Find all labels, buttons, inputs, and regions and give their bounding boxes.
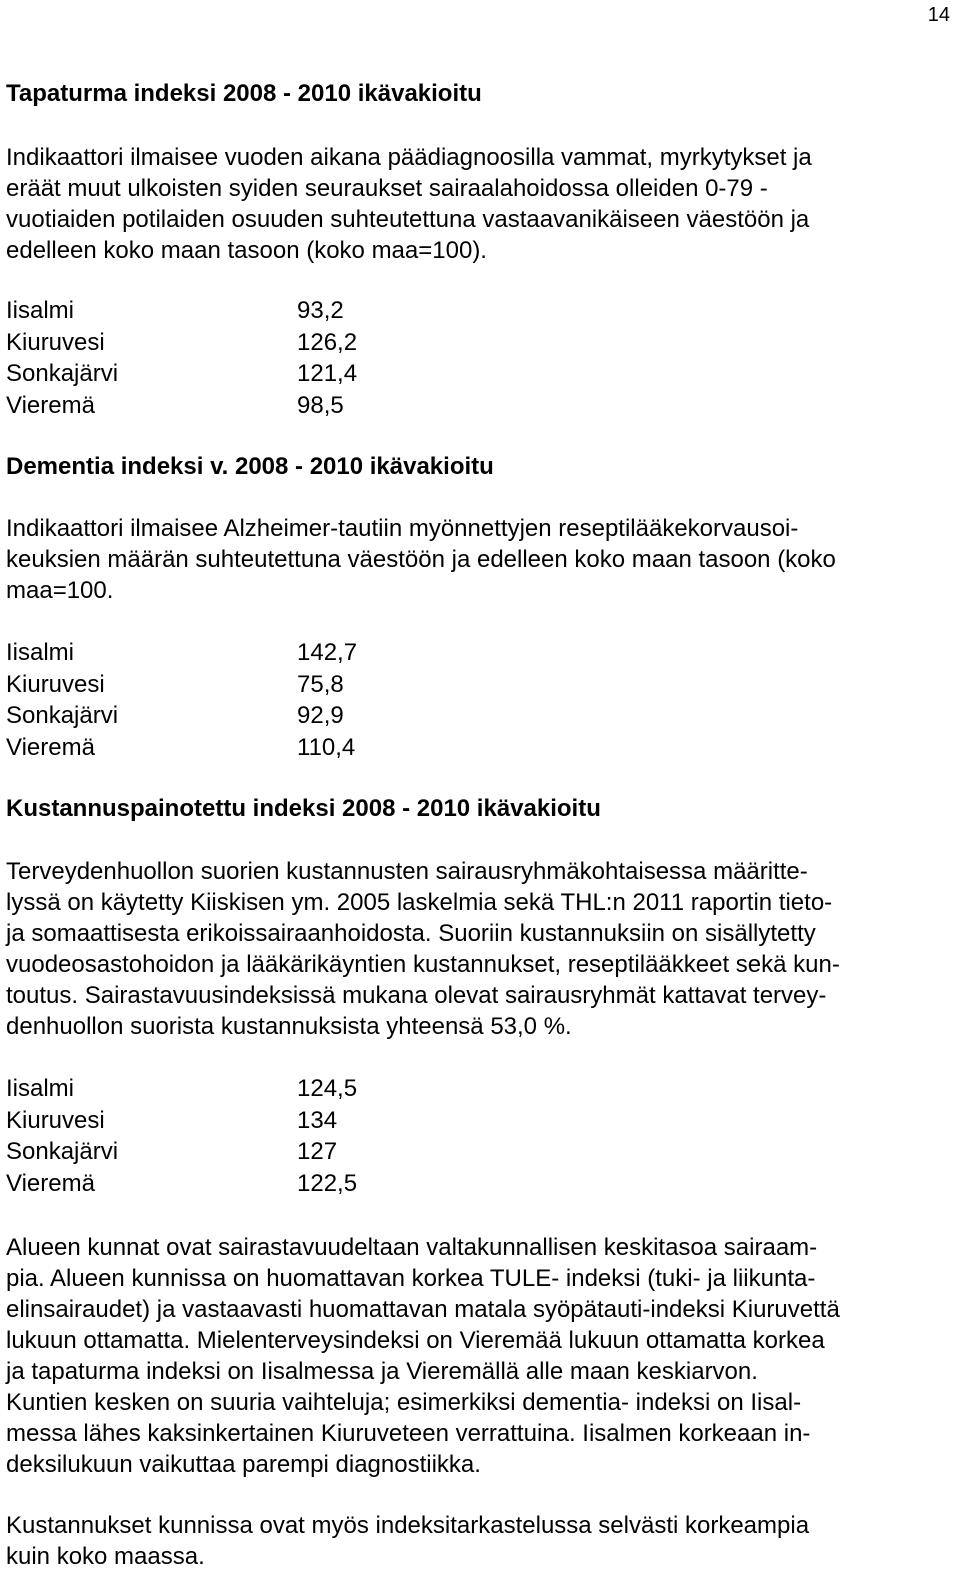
index-value: 93,2 [297, 297, 344, 324]
municipality-name: Vieremä [6, 733, 95, 761]
index-value: 110,4 [297, 733, 356, 761]
table-row [6, 295, 357, 327]
table-row [6, 390, 357, 422]
description-line: Indikaattori ilmaisee Alzheimer-tautiin myönnettyjen reseptilääkekorvausoi- [6, 515, 799, 542]
municipality-name: Iisalmi [6, 639, 75, 666]
municipality-name: Sonkajärvi [6, 702, 119, 729]
table-row [6, 1136, 357, 1168]
section-heading-tapaturma: Tapaturma indeksi 2008 - 2010 ikävakioitu [6, 80, 482, 107]
summary-line: ja tapaturma indeksi on Iisalmessa ja Vieremällä alle maan keskiarvon. [6, 1358, 758, 1385]
municipality-name: Sonkajärvi [6, 1138, 119, 1165]
description-line: eräät muut ulkoisten syiden seuraukset sairaalahoidossa olleiden 0-79 - [6, 175, 768, 202]
summary-line: deksilukuun vaikuttaa parempi diagnostiikka. [6, 1451, 481, 1478]
municipality-name: Vieremä [6, 1169, 95, 1197]
index-value: 92,9 [297, 702, 344, 729]
summary-paragraph [6, 1232, 951, 1480]
summary-line: messa lähes kaksinkertainen Kiuruveteen verrattuina. Iisalmen korkeaan in- [6, 1420, 811, 1447]
index-value: 121,4 [297, 360, 358, 387]
summary-line: pia. Alueen kunnissa on huomattavan korkea TULE- indeksi (tuki- ja liikunta- [6, 1265, 816, 1292]
description-line: lyssä on käytetty Kiiskisen ym. 2005 laskelmia sekä THL:n 2011 raportin tieto- [6, 889, 833, 916]
index-value: 122,5 [297, 1169, 358, 1197]
table-row [6, 358, 357, 390]
index-table-tapaturma [6, 295, 357, 421]
summary-line: lukuun ottamatta. Mielenterveysindeksi on Vieremää lukuun ottamatta korkea [6, 1327, 825, 1354]
description-line: Indikaattori ilmaisee vuoden aikana päädiagnoosilla vammat, myrkytykset ja [6, 144, 812, 171]
municipality-name: Vieremä [6, 391, 95, 419]
closing-paragraph [6, 1510, 951, 1572]
table-row [6, 669, 357, 701]
summary-line: Alueen kunnat ovat sairastavuudeltaan valtakunnallisen keskitasoa sairaam- [6, 1234, 818, 1261]
table-row [6, 1168, 357, 1200]
index-value: 142,7 [297, 639, 358, 666]
description-line: denhuollon suorista kustannuksista yhteensä 53,0 %. [6, 1013, 572, 1040]
municipality-name: Sonkajärvi [6, 360, 119, 387]
closing-line: kuin koko maassa. [6, 1543, 205, 1570]
index-value: 98,5 [297, 391, 344, 419]
table-row [6, 327, 357, 359]
section-heading-kustannus: Kustannuspainotettu indeksi 2008 - 2010 ikävakioitu [6, 795, 601, 822]
summary-line: Kuntien kesken on suuria vaihteluja; esimerkiksi dementia- indeksi on Iisal- [6, 1389, 802, 1416]
table-row [6, 700, 357, 732]
index-value: 126,2 [297, 328, 358, 356]
description-line: vuotiaiden potilaiden osuuden suhteutettuna vastaavanikäiseen väestöön ja [6, 206, 810, 233]
description-line: Terveydenhuollon suorien kustannusten sairausryhmäkohtaisessa määritte- [6, 858, 808, 885]
description-line: ja somaattisesta erikoissairaanhoidosta. Suoriin kustannuksiin on sisällytetty [6, 920, 816, 947]
index-value: 75,8 [297, 670, 344, 698]
index-table-kustannus [6, 1073, 357, 1199]
municipality-name: Kiuruvesi [6, 328, 105, 356]
page-number: 14 [927, 4, 950, 26]
index-value: 124,5 [297, 1075, 358, 1102]
description-line: toutus. Sairastavuusindeksissä mukana olevat sairausryhmät kattavat tervey- [6, 982, 827, 1009]
municipality-name: Iisalmi [6, 297, 75, 324]
municipality-name: Kiuruvesi [6, 670, 105, 698]
table-row [6, 1105, 357, 1137]
section-description-kustannus [6, 856, 951, 1042]
description-line: keuksien määrän suhteutettuna väestöön ja edelleen koko maan tasoon (koko [6, 546, 836, 573]
index-value: 134 [297, 1106, 338, 1134]
table-row [6, 732, 357, 764]
closing-line: Kustannukset kunnissa ovat myös indeksitarkastelussa selvästi korkeampia [6, 1512, 810, 1539]
municipality-name: Kiuruvesi [6, 1106, 105, 1134]
municipality-name: Iisalmi [6, 1075, 75, 1102]
index-value: 127 [297, 1138, 338, 1165]
section-description-tapaturma [6, 142, 951, 266]
table-row [6, 1073, 357, 1105]
summary-line: elinsairaudet) ja vastaavasti huomattavan matala syöpätauti-indeksi Kiuruvettä [6, 1296, 840, 1323]
index-table-dementia [6, 637, 357, 763]
description-line: edelleen koko maan tasoon (koko maa=100). [6, 237, 487, 264]
description-line: vuodeosastohoidon ja lääkärikäyntien kustannukset, reseptilääkkeet sekä kun- [6, 951, 840, 978]
description-line: maa=100. [6, 577, 114, 604]
table-row [6, 637, 357, 669]
section-description-dementia [6, 513, 951, 606]
section-heading-dementia: Dementia indeksi v. 2008 - 2010 ikävakioitu [6, 453, 494, 480]
